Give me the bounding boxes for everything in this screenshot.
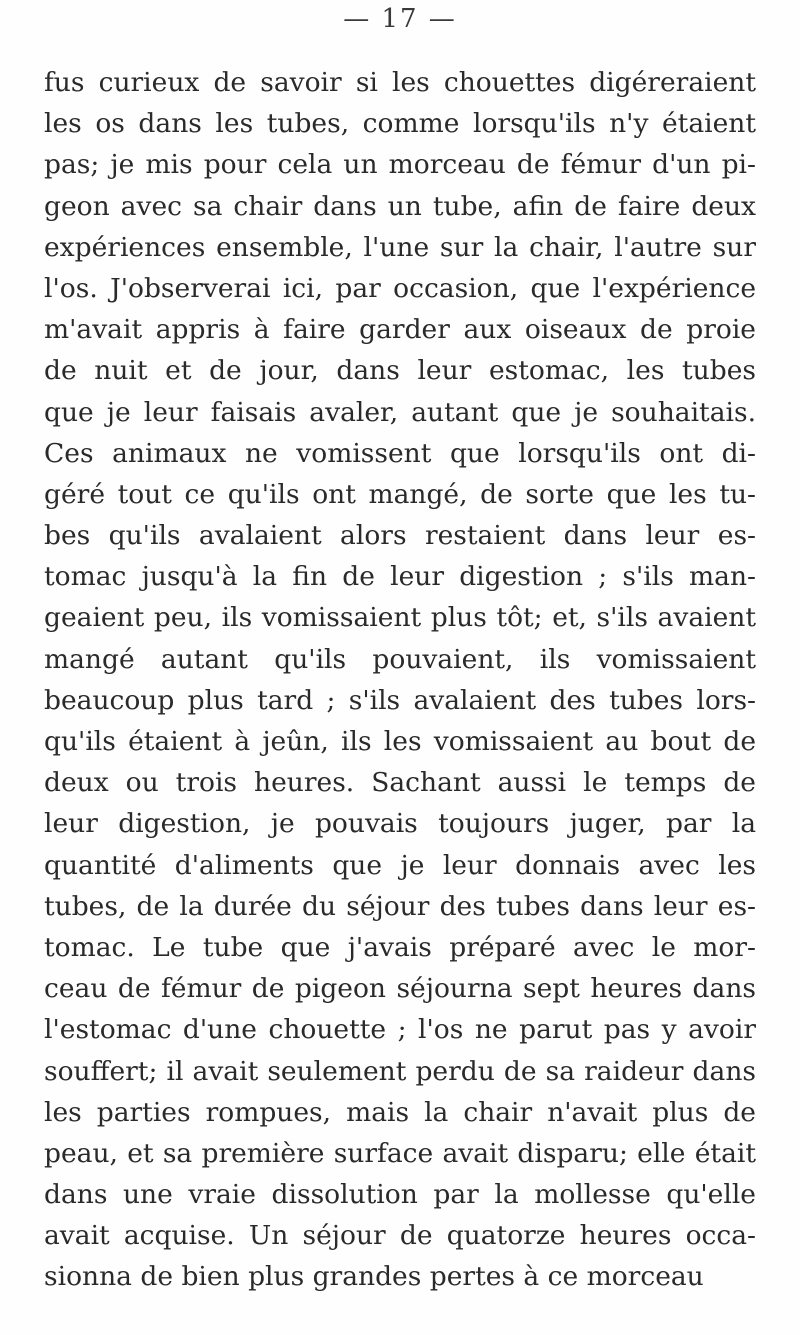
text-line: qu'ils étaient à jeûn, ils les vomissaient au bout de <box>44 726 756 757</box>
text-line: que je leur faisais avaler, autant que je souhaitais. <box>44 396 756 428</box>
text-line: les parties rompues, mais la chair n'avait plus de <box>44 1096 756 1128</box>
text-line: mangé autant qu'ils pouvaient, ils vomissaient <box>44 643 756 675</box>
text-line: pas; je mis pour cela un morceau de fémur d'un pi- <box>44 149 756 181</box>
text-line: tomac. Le tube que j'avais préparé avec le mor- <box>44 931 756 963</box>
text-line: ceau de fémur de pigeon séjourna sept heures dans <box>44 973 756 1005</box>
text-line: geaient peu, ils vomissaient plus tôt; et, s'ils avaient <box>44 602 756 634</box>
text-line: quantité d'aliments que je leur donnais avec les <box>44 849 756 881</box>
page-number: — 17 — <box>343 4 457 34</box>
text-line: expériences ensemble, l'une sur la chair, l'autre sur <box>44 231 756 263</box>
text-line: géré tout ce qu'ils ont mangé, de sorte que les tu- <box>44 478 756 510</box>
text-line: souffert; il avait seulement perdu de sa raideur dans <box>44 1055 756 1087</box>
text-line: Ces animaux ne vomissent que lorsqu'ils ont di- <box>44 437 756 469</box>
text-line: m'avait appris à faire garder aux oiseaux de proie <box>44 314 756 346</box>
text-line: les os dans les tubes, comme lorsqu'ils n'y étaient <box>44 108 756 140</box>
text-line: beaucoup plus tard ; s'ils avalaient des tubes lors- <box>44 684 756 716</box>
text-line: peau, et sa première surface avait disparu; elle était <box>44 1137 756 1169</box>
text-line: l'estomac d'une chouette ; l'os ne parut pas y avoir <box>44 1014 756 1046</box>
text-line: de nuit et de jour, dans leur estomac, les tubes <box>44 355 756 387</box>
text-line: dans une vraie dissolution par la mollesse qu'elle <box>44 1179 756 1211</box>
text-line: sionna de bien plus grandes pertes à ce morceau <box>44 1261 704 1293</box>
text-line: tubes, de la durée du séjour des tubes dans leur es- <box>44 890 756 922</box>
text-line: fus curieux de savoir si les chouettes digéreraient <box>44 67 756 98</box>
text-line: bes qu'ils avalaient alors restaient dans leur es- <box>44 520 756 552</box>
text-line: geon avec sa chair dans un tube, afin de faire deux <box>44 190 756 222</box>
text-line: avait acquise. Un séjour de quatorze heures occa- <box>44 1220 756 1252</box>
text-line: tomac jusqu'à la fin de leur digestion ; s'ils man- <box>44 561 756 593</box>
text-line: deux ou trois heures. Sachant aussi le temps de <box>44 767 756 799</box>
body-text <box>44 62 756 1298</box>
text-line: leur digestion, je pouvais toujours juger, par la <box>44 808 756 840</box>
text-line: l'os. J'observerai ici, par occasion, que l'expérience <box>44 272 756 304</box>
